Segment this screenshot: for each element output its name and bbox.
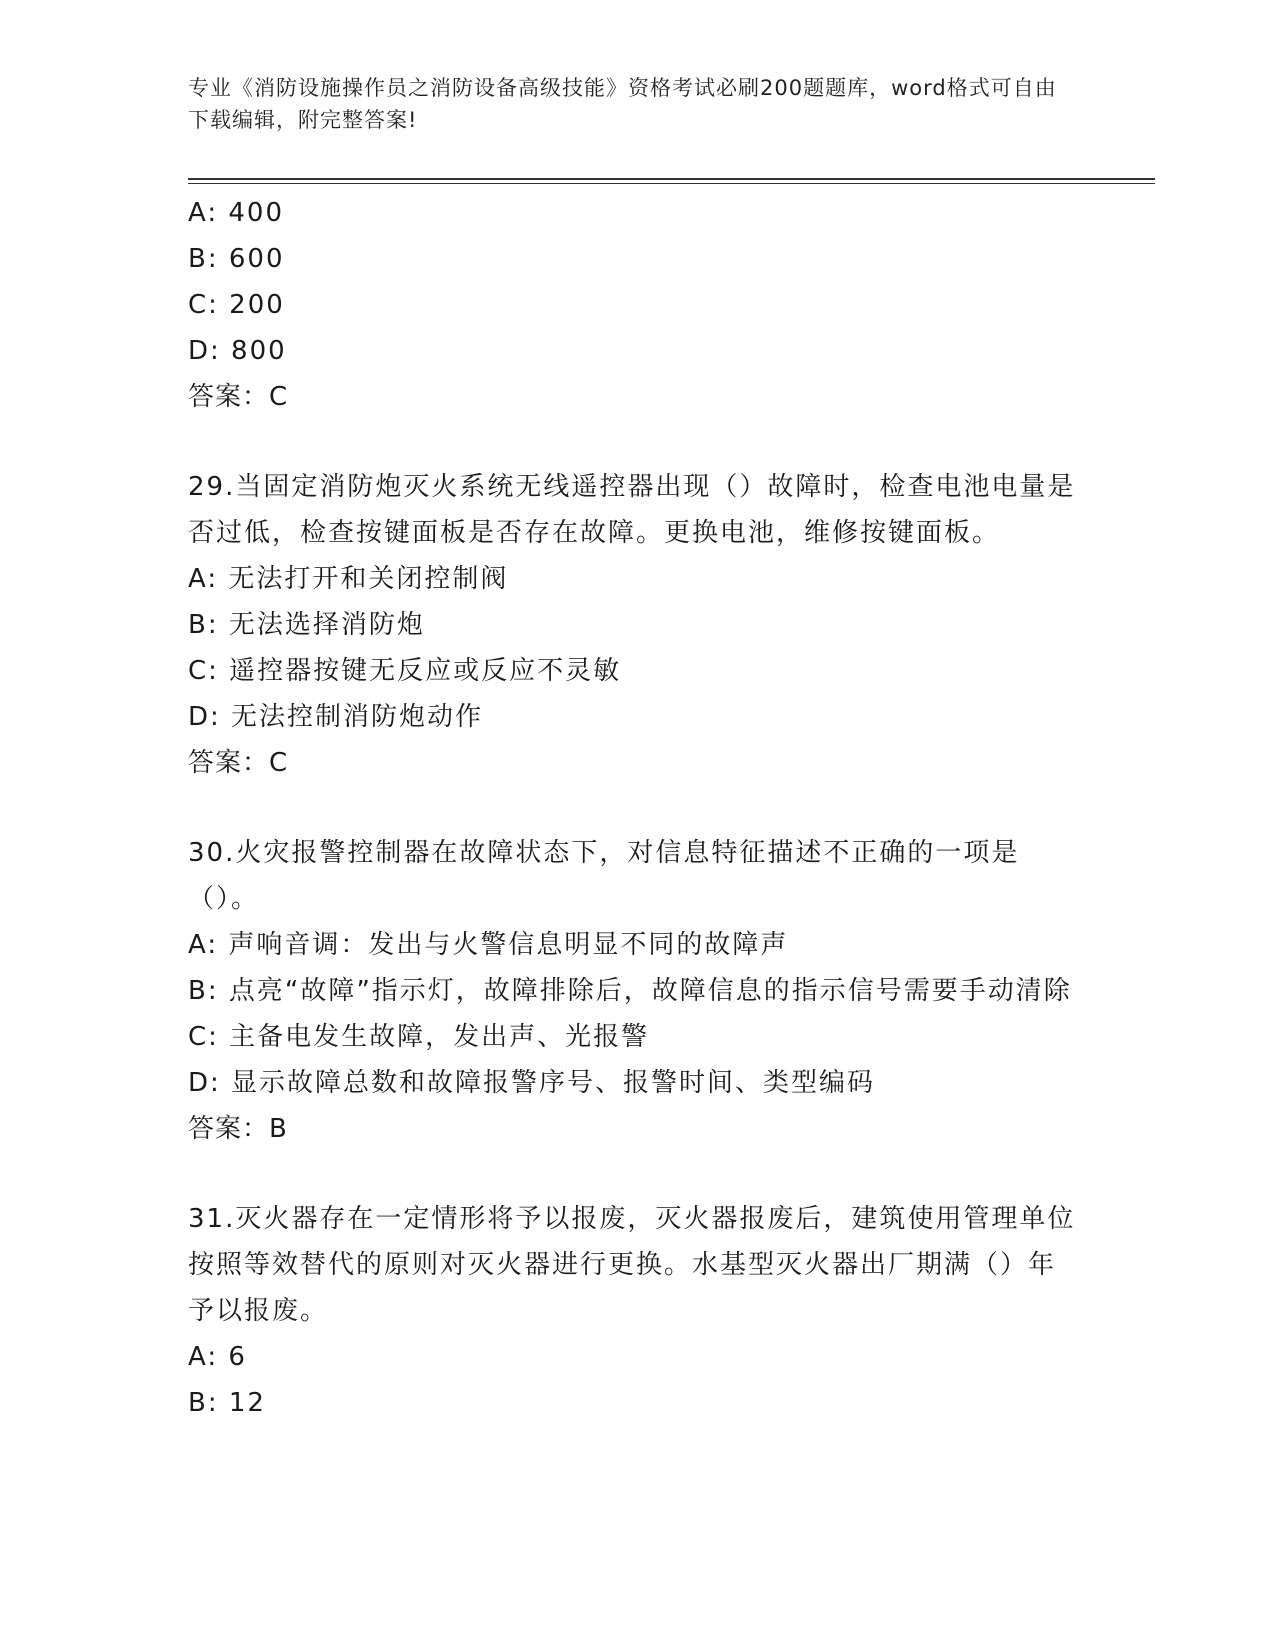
option-a: A: 6 [188, 1342, 247, 1372]
option-b: B: 无法选择消防炮 [188, 610, 425, 640]
question-stem: 29.当固定消防炮灭火系统无线遥控器出现（）故障时，检查电池电量是否过低，检查按键面板是否存在故障。更换电池，维修按键面板。 [188, 472, 1076, 548]
option-b: B: 12 [188, 1388, 266, 1418]
answer-text: 答案：C [188, 748, 289, 778]
question-30 [188, 830, 1078, 1152]
option-c: C: 遥控器按键无反应或反应不灵敏 [188, 656, 622, 686]
question-29 [188, 464, 1078, 786]
divider-line-top [188, 178, 1155, 180]
option-d: D: 800 [188, 336, 287, 366]
question-stem: 31.灭火器存在一定情形将予以报废，灭火器报废后，建筑使用管理单位按照等效替代的原则对灭火器进行更换。水基型灭火器出厂期满（）年予以报废。 [188, 1204, 1076, 1326]
option-d: D: 无法控制消防炮动作 [188, 702, 484, 732]
option-b: B: 点亮“故障”指示灯，故障排除后，故障信息的指示信号需要手动清除 [188, 976, 1072, 1006]
question-31 [188, 1196, 1078, 1426]
option-a: A: 400 [188, 198, 284, 228]
option-c: C: 主备电发生故障，发出声、光报警 [188, 1022, 650, 1052]
question-stem: 30.火灾报警控制器在故障状态下，对信息特征描述不正确的一项是（）。 [188, 838, 1020, 914]
question-list [188, 190, 1078, 1426]
answer-text: 答案：C [188, 382, 289, 412]
option-a: A: 无法打开和关闭控制阀 [188, 564, 509, 594]
header-divider [188, 178, 1155, 184]
answer-text: 答案：B [188, 1114, 288, 1144]
option-d: D: 显示故障总数和故障报警序号、报警时间、类型编码 [188, 1068, 876, 1098]
divider-line-bottom [188, 183, 1155, 184]
option-c: C: 200 [188, 290, 285, 320]
option-a: A: 声响音调：发出与火警信息明显不同的故障声 [188, 930, 789, 960]
option-b: B: 600 [188, 244, 285, 274]
question-28 [188, 190, 1078, 420]
document-header: 专业《消防设施操作员之消防设备高级技能》资格考试必刷200题题库，word格式可自由下载编辑，附完整答案! [188, 76, 1057, 132]
